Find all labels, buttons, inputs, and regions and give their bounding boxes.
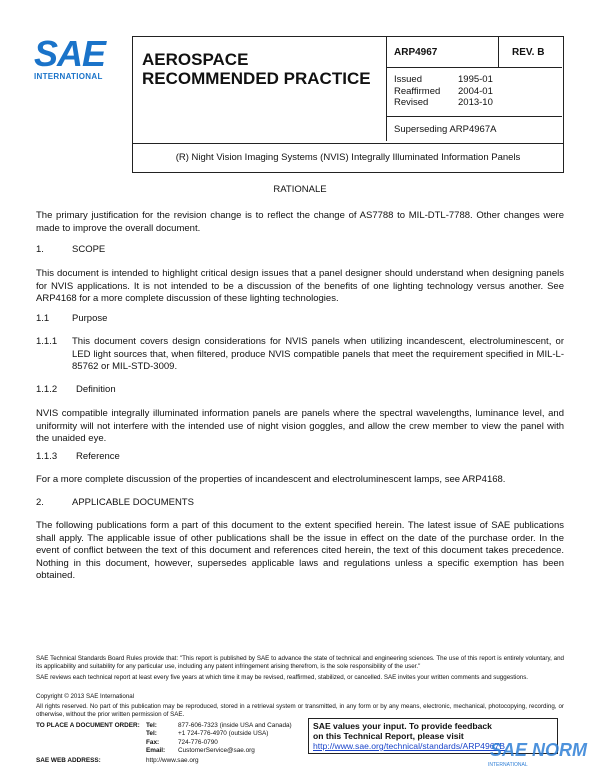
section-title: Definition: [76, 384, 116, 395]
revision-label: REV. B: [512, 47, 545, 58]
section-title: APPLICABLE DOCUMENTS: [72, 497, 194, 508]
date-label: Revised: [394, 97, 429, 108]
feedback-line: on this Technical Report, please visit: [313, 731, 464, 741]
review-notice: SAE reviews each technical report at least every five years at which time it may be revised, reaffirmed, stabilized, or cancelled. SAE invites your written comments and suggestions.: [36, 674, 529, 681]
section-number: 1.: [36, 244, 44, 255]
watermark-subtitle: INTERNATIONAL: [488, 762, 528, 768]
section-heading-scope: [36, 244, 105, 255]
applicable-documents-paragraph: The following publications form a part of this document to the extent specified herein. The latest issue of SAE publications shall apply. The applicable issue of other publications shall be the issue in effect on the date of the purchase order. In the event of conflict between the text of this document and references cited herein, the text of this document takes precedence. Nothing in this document, however, supersedes applicable laws and regulations unless a specific exemption has been obtained.: [36, 520, 564, 581]
date-row: [394, 97, 493, 109]
web-link[interactable]: http://www.sae.org: [146, 757, 199, 764]
section-number: 2.: [36, 497, 44, 508]
contact-row: [36, 722, 292, 730]
section-number: 1.1.3: [36, 451, 58, 462]
rights-notice: All rights reserved. No part of this publication may be reproduced, stored in a retrieval system or transmitted, in any form or by any means, electronic, mechanical, photocopying, recording, or otherwise, without the prior written permission of SAE.: [36, 703, 564, 718]
subsection-number: 1.1.1: [36, 336, 58, 347]
contact-value: 877-606-7323 (inside USA and Canada): [178, 722, 292, 729]
contact-row: [36, 747, 292, 755]
document-title: (R) Night Vision Imaging Systems (NVIS) Integrally Illuminated Information Panels: [175, 152, 521, 163]
section-number: 1.1: [36, 313, 50, 324]
purpose-paragraph: This document covers design considerations for NVIS panels when utilizing incandescent, electroluminescent, or LED light sources that, when filtered, produce NVIS compatible panels that meet the requirement specified in MIL-L-85762 or MIL-STD-3009.: [72, 336, 564, 372]
divider: [386, 37, 387, 141]
disclaimer-text: SAE Technical Standards Board Rules provide that: "This report is published by SAE to advance the state of technical and engineering sciences. The use of this report is entirely voluntary, and its applicability and suitability for any particular use, including any patent infringement arising therefrom, is the sole responsibility of the user.": [36, 655, 564, 670]
section-heading-reference: [36, 451, 120, 462]
rationale-paragraph: The primary justification for the revision change is to reflect the change of AS7788 to MIL-DTL-7788. Other changes were made to improve the overall document.: [36, 210, 564, 234]
definition-paragraph: NVIS compatible integrally illuminated information panels are panels where the spectral wavelengths, luminance level, and uniformity will not interfere with the intended use of night vision goggles, and allow the crew member to view the panel with the unaided eye.: [36, 408, 564, 444]
logo-subtitle: INTERNATIONAL: [34, 72, 103, 81]
contact-row: [36, 739, 292, 747]
watermark-logo: SAE NORM: [490, 740, 588, 760]
date-row: [394, 86, 493, 98]
date-row: [394, 74, 493, 86]
contact-value: 724-776-0790: [178, 738, 218, 746]
divider: [386, 116, 562, 117]
feedback-link[interactable]: http://www.sae.org/technical/standards/ARP4967B: [313, 741, 506, 751]
copyright-notice: Copyright © 2013 SAE International: [36, 693, 135, 700]
contact-key: Email:: [146, 747, 166, 755]
section-heading-applicable-documents: [36, 497, 194, 508]
contact-key: Tel:: [146, 730, 157, 738]
section-heading-purpose: [36, 313, 107, 324]
date-table: [394, 74, 493, 109]
date-label: Issued: [394, 74, 422, 85]
order-label: TO PLACE A DOCUMENT ORDER:: [36, 722, 140, 729]
web-label: SAE WEB ADDRESS:: [36, 757, 101, 764]
contact-email[interactable]: CustomerService@sae.org: [178, 747, 255, 755]
section-title: Purpose: [72, 313, 108, 324]
order-contact-block: [36, 722, 292, 756]
divider: [498, 37, 499, 67]
reference-paragraph: For a more complete discussion of the properties of incandescent and electroluminescent lamps, see ARP4168.: [36, 474, 506, 485]
web-address: [36, 757, 199, 764]
date-value: 2004-01: [458, 85, 493, 97]
section-title: Reference: [76, 451, 120, 462]
section-title: SCOPE: [72, 244, 106, 255]
date-label: Reaffirmed: [394, 85, 441, 97]
contact-key: Fax:: [146, 738, 160, 746]
section-number: 1.1.2: [36, 384, 58, 395]
supersedes-label: Superseding ARP4967A: [394, 124, 497, 135]
date-value: 2013-10: [458, 97, 493, 108]
contact-row: [36, 730, 292, 738]
divider: [386, 67, 562, 68]
section-heading-definition: [36, 384, 116, 395]
date-value: 1995-01: [458, 74, 493, 85]
document-number: ARP4967: [394, 47, 438, 58]
logo-mark: SAE: [34, 33, 106, 74]
sae-logo: [34, 33, 114, 81]
contact-value: +1 724-776-4970 (outside USA): [178, 730, 269, 738]
feedback-line: SAE values your input. To provide feedback: [313, 721, 492, 731]
scope-paragraph: This document is intended to highlight critical design issues that a panel designer should understand when designing panels for NVIS applications. It is not intended to be a discussion of the benefits of one lighting technology versus another. See ARP4168 for a more complete discussion of these lighting technologies.: [36, 268, 564, 304]
document-type-title: AEROSPACE RECOMMENDED PRACTICE: [142, 50, 371, 88]
rationale-heading: RATIONALE: [273, 184, 327, 195]
contact-key: Tel:: [146, 722, 157, 729]
